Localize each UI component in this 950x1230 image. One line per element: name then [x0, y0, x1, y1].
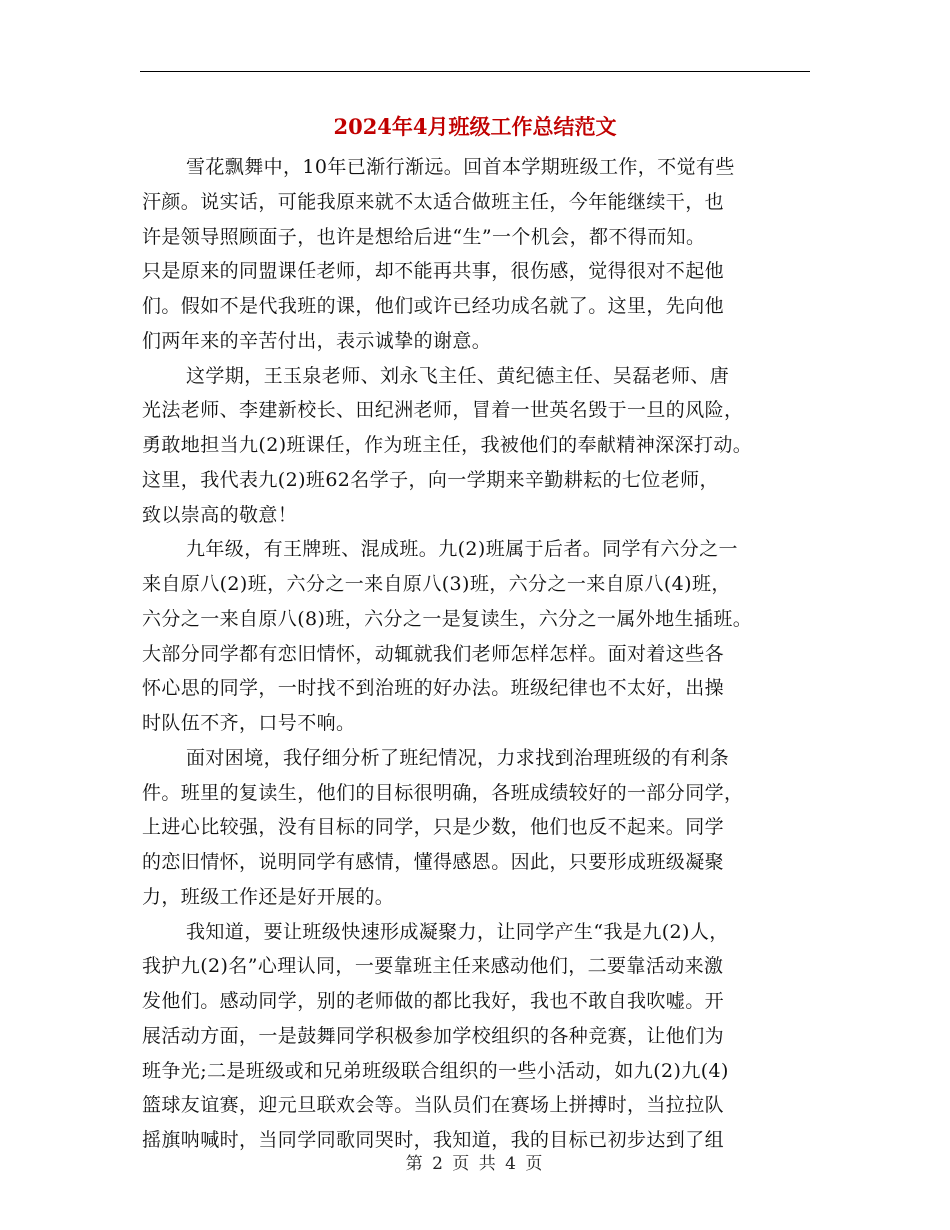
text-line: 我护九(2)名”心理认同，一要靠班主任来感动他们，二要靠活动来激 [142, 955, 724, 978]
paragraph-1 [142, 150, 822, 359]
document-body [142, 150, 822, 1158]
text-line: 大部分同学都有恋旧情怀，动辄就我们老师怎样怎样。面对着这些各 [142, 642, 725, 665]
text-line: 班争光;二是班级或和兄弟班级联合组织的一些小活动，如九(2)九(4) [142, 1059, 729, 1082]
header-rule [140, 71, 810, 72]
text-line: 发他们。感动同学，别的老师做的都比我好，我也不敢自我吹嘘。开 [142, 990, 725, 1012]
paragraph-5 [142, 915, 822, 1158]
text-line: 来自原八(2)班，六分之一来自原八(3)班，六分之一来自原八(4)班， [142, 573, 731, 595]
text-line: 九年级，有王牌班、混成班。九(2)班属于后者。同学有六分之一 [186, 538, 738, 561]
text-line: 这学期，王玉泉老师、刘永飞主任、黄纪德主任、吴磊老师、唐 [186, 364, 730, 387]
document-title: 2024年4月班级工作总结范文 [333, 114, 617, 139]
text-line: 篮球友谊赛，迎元旦联欢会等。当队员们在赛场上拼搏时，当拉拉队 [142, 1094, 725, 1117]
text-line: 致以崇高的敬意！ [142, 503, 298, 526]
text-line: 面对困境，我仔细分析了班纪情况，力求找到治理班级的有利条 [186, 746, 730, 769]
text-line: 汗颜。说实话，可能我原来就不太适合做班主任，今年能继续干，也 [142, 190, 725, 213]
text-line: 雪花飘舞中，10年已渐行渐远。回首本学期班级工作，不觉有些 [186, 156, 735, 178]
text-line: 许是领导照顾面子，也许是想给后进“生”一个机会，都不得而知。 [142, 225, 706, 248]
text-line: 怀心思的同学，一时找不到治班的好办法。班级纪律也不太好，出操 [142, 677, 725, 700]
paragraph-4 [142, 741, 822, 915]
text-line: 的恋旧情怀，说明同学有感情，懂得感恩。因此，只要形成班级凝聚 [142, 851, 725, 873]
page-number-footer: 第 2 页 共 4 页 [405, 1154, 545, 1174]
text-line: 展活动方面，一是鼓舞同学积极参加学校组织的各种竞赛，让他们为 [142, 1024, 725, 1047]
text-line: 我知道，要让班级快速形成凝聚力，让同学产生“我是九(2)人， [186, 920, 729, 943]
text-line: 摇旗呐喊时，当同学同歌同哭时，我知道，我的目标已初步达到了组 [142, 1129, 725, 1151]
text-line: 这里，我代表九(2)班62名学子，向一学期来辛勤耕耘的七位老师， [142, 468, 719, 491]
text-line: 件。班里的复读生，他们的目标很明确，各班成绩较好的一部分同学， [142, 781, 744, 804]
text-line: 勇敢地担当九(2)班课任，作为班主任，我被他们的奉献精神深深打动。 [142, 434, 753, 456]
paragraph-2 [142, 359, 822, 533]
text-line: 上进心比较强，没有目标的同学，只是少数，他们也反不起来。同学 [142, 816, 725, 839]
text-line: 们。假如不是代我班的课，他们或许已经功成名就了。这里，先向他 [142, 295, 725, 317]
text-line: 时队伍不齐，口号不响。 [142, 712, 356, 734]
text-line: 光法老师、李建新校长、田纪洲老师，冒着一世英名毁于一旦的风险， [142, 399, 744, 422]
paragraph-3 [142, 532, 822, 741]
text-line: 六分之一来自原八(8)班，六分之一是复读生，六分之一属外地生插班。 [142, 607, 753, 630]
text-line: 力，班级工作还是好开展的。 [142, 885, 395, 908]
text-line: 们两年来的辛苦付出，表示诚挚的谢意。 [142, 329, 492, 352]
text-line: 只是原来的同盟课任老师，却不能再共事，很伤感，觉得很对不起他 [142, 260, 725, 283]
